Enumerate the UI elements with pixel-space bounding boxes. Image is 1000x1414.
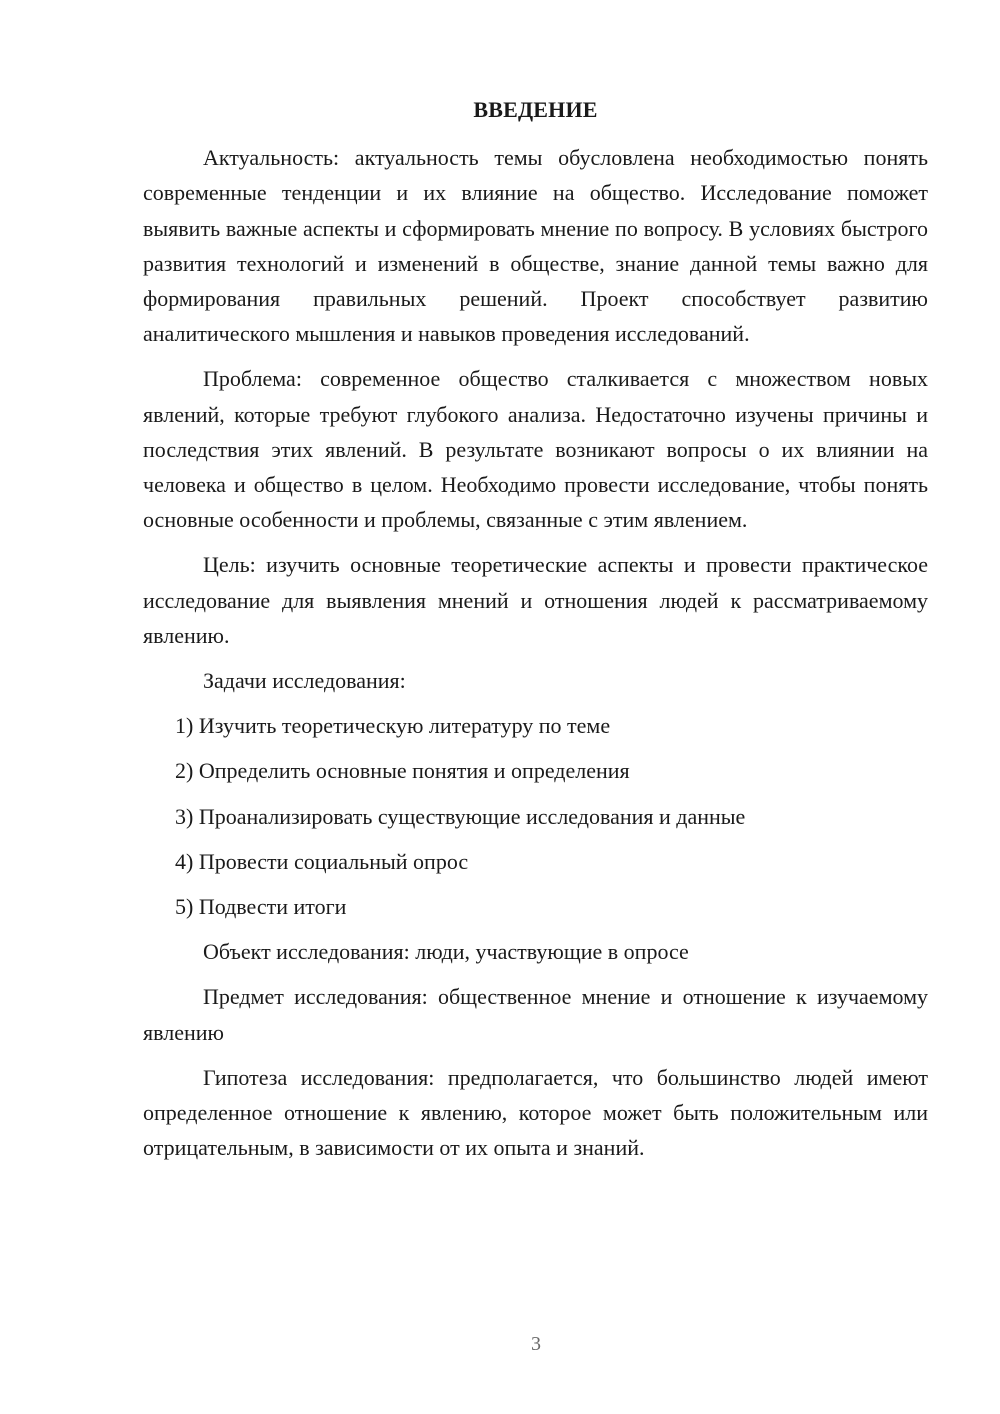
problem-paragraph: Проблема: современное общество сталкивается с множеством новых явлений, которые требуют глубокого анализа. Недостаточно изучены причины и последствия этих явлений. В результате возникают вопросы о их влиянии на человека и общество в целом. Необходимо провести исследование, чтобы понять основные особенности и проблемы, связанные с этим явлением.	[143, 366, 928, 533]
page-number: 3	[531, 1333, 541, 1355]
subject-paragraph: Предмет исследования: общественное мнение и отношение к изучаемому явлению	[143, 984, 928, 1045]
object-paragraph: Объект исследования: люди, участвующие в опросе	[203, 939, 689, 965]
goal-paragraph: Цель: изучить основные теоретические аспекты и провести практическое исследование для выявления мнений и отношения людей к рассматриваемому явлению.	[143, 552, 928, 648]
hypothesis-paragraph: Гипотеза исследования: предполагается, что большинство людей имеют определенное отношение к явлению, которое может быть положительным или отрицательным, в зависимости от их опыта и знаний.	[143, 1064, 928, 1161]
document-page	[143, 92, 928, 1175]
page-title: ВВЕДЕНИЕ	[473, 97, 598, 122]
task-item: 3) Проанализировать существующие исследования и данные	[175, 803, 746, 829]
relevance-paragraph: Актуальность: актуальность темы обусловлена необходимостью понять современные тенденции и их влияние на общество. Исследование поможет выявить важные аспекты и сформировать мнение по вопросу. В условиях быстрого развития технологий и изменений в обществе, знание данной темы важно для формирования правильных решений. Проект способствует развитию аналитического мышления и навыков проведения исследований.	[143, 145, 928, 347]
task-item: 4) Провести социальный опрос	[175, 848, 469, 874]
task-item: 5) Подвести итоги	[175, 894, 347, 920]
task-item: 1) Изучить теоретическую литературу по теме	[175, 713, 611, 739]
task-item: 2) Определить основные понятия и определения	[175, 758, 630, 784]
tasks-list	[143, 708, 928, 924]
tasks-heading: Задачи исследования:	[203, 668, 406, 694]
